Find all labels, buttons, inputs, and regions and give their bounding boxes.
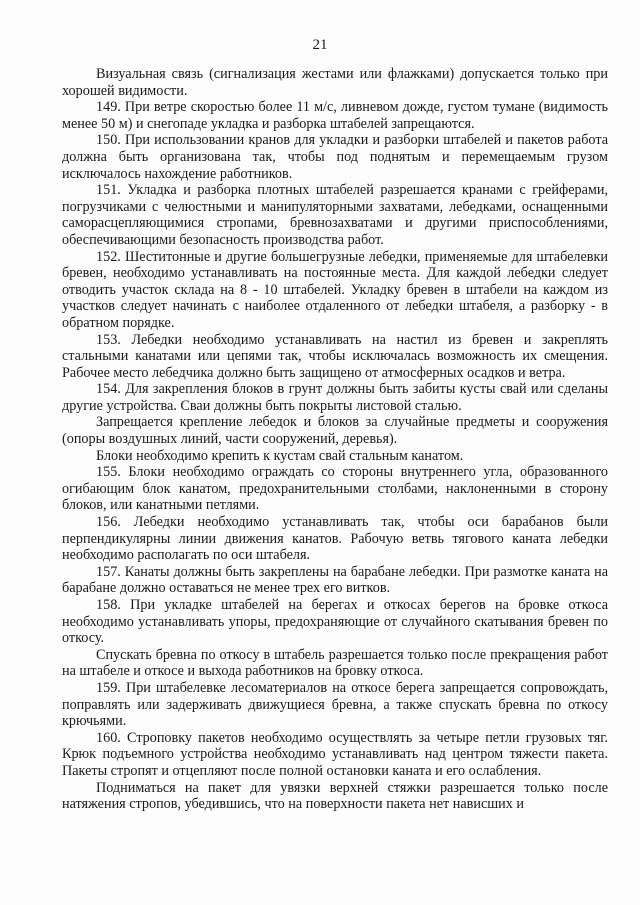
document-body — [62, 66, 608, 813]
paragraph-visual-signal: Визуальная связь (сигнализация жестами или флажками) допускается только при хорошей видимости. — [62, 66, 608, 99]
paragraph-158: 158. При укладке штабелей на берегах и откосах берегов на бровке откоса необходимо устанавливать упоры, предохраняющие от случайного скатывания бревен по откосу. — [62, 597, 608, 647]
paragraph-149: 149. При ветре скоростью более 11 м/с, ливневом дожде, густом тумане (видимость менее 50 м) и снегопаде укладка и разборка штабелей запрещаются. — [62, 99, 608, 132]
paragraph-152: 152. Шеститонные и другие большегрузные лебедки, применяемые для штабелевки бревен, необходимо устанавливать на постоянные места. Для каждой лебедки следует отводить участок склада на 8 - 10 штабелей. Укладку бревен в штабели на каждом из участков следует начинать с наиболее отдаленного от лебедки штабеля, а разборку - в обратном порядке. — [62, 248, 608, 331]
paragraph-log-descent: Спускать бревна по откосу в штабель разрешается только после прекращения работ на штабеле и откосе и выхода работников на бровку откоса. — [62, 646, 608, 680]
paragraph-153: 153. Лебедки необходимо устанавливать на настил из бревен и закреплять стальными канатами или цепями так, чтобы исключалась возможность их смещения. Рабочее место лебедчика должно быть защищено от атмосферных осадков и ветра. — [62, 331, 608, 381]
paragraph-157: 157. Канаты должны быть закреплены на барабане лебедки. При размотке каната на барабане должно оставаться не менее трех его витков. — [62, 563, 608, 597]
paragraph-159: 159. При штабелевке лесоматериалов на откосе берега запрещается сопровождать, поправлять или задерживать движущиеся бревна, а также спускать бревна по откосу крючьями. — [62, 679, 608, 730]
paragraph-155: 155. Блоки необходимо ограждать со стороны внутреннего угла, образованного огибающим блок канатом, предохранительными столбами, наклоненными в сторону блоков, или канатными петлями. — [62, 464, 608, 514]
paragraph-156: 156. Лебедки необходимо устанавливать так, чтобы оси барабанов были перпендикулярны линии движения канатов. Рабочую ветвь тягового каната лебедки необходимо располагать по оси штабеля. — [62, 514, 608, 564]
paragraph-prohibition: Запрещается крепление лебедок и блоков за случайные предметы и сооружения (опоры воздушных линий, части сооружений, деревья). — [62, 414, 608, 448]
paragraph-150: 150. При использовании кранов для укладки и разборки штабелей и пакетов работа должна быть организована так, чтобы под поднятым и перемещаемым грузом исключалось нахождение работников. — [62, 132, 608, 182]
paragraph-160: 160. Строповку пакетов необходимо осуществлять за четыре петли грузовых тяг. Крюк подъемного устройства необходимо устанавливать над центром тяжести пакета. Пакеты стропят и отцепляют после полной остановки каната и его ослабления. — [62, 729, 608, 779]
paragraph-151: 151. Укладка и разборка плотных штабелей разрешается кранами с грейферами, погрузчиками с челюстными и манипуляторными захватами, лебедками, оснащенными саморасцепляющимися стропами, бревнозахватами и другими приспособлениями, обеспечивающими безопасность производства работ. — [62, 182, 608, 248]
paragraph-154: 154. Для закрепления блоков в грунт должны быть забиты кусты свай или сделаны другие устройства. Сваи должны быть покрыты листовой сталью. — [62, 381, 608, 414]
paragraph-package-climb: Подниматься на пакет для увязки верхней стяжки разрешается только после натяжения стропов, убедившись, что на поверхности пакета нет нависших и — [62, 779, 608, 813]
paragraph-blocks-fastening: Блоки необходимо крепить к кустам свай стальным канатом. — [96, 447, 464, 464]
page-number: 21 — [312, 37, 328, 53]
